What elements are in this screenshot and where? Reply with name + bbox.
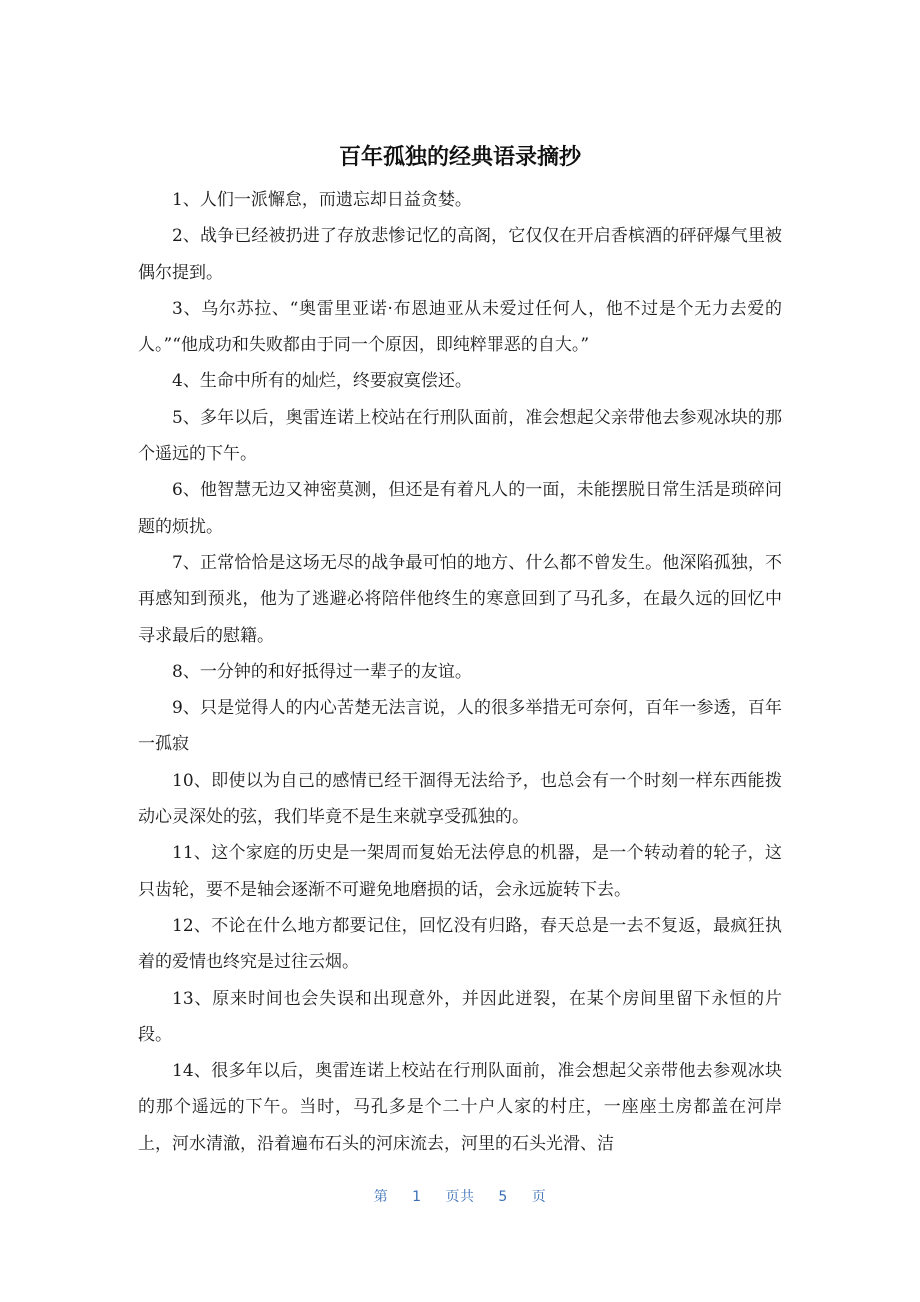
total-pages-number: 5 <box>498 1189 508 1205</box>
quote-paragraph: 5、多年以后，奥雷连诺上校站在行刑队面前，准会想起父亲带他去参观冰块的那个遥远的下午。 <box>138 407 782 465</box>
document-body <box>138 182 782 1162</box>
quote-paragraph: 7、正常恰恰是这场无尽的战争最可怕的地方、什么都不曾发生。他深陷孤独，不再感知到预兆，他为了逃避必将陪伴他终生的寒意回到了马孔多，在最久远的回忆中寻求最后的慰籍。 <box>138 552 782 646</box>
quote-paragraph: 9、只是觉得人的内心苦楚无法言说，人的很多举措无可奈何，百年一参透，百年一孤寂 <box>138 698 782 755</box>
quote-paragraph: 2、战争已经被扔进了存放悲惨记忆的高阁，它仅仅在开启香槟酒的砰砰爆气里被偶尔提到。 <box>138 226 782 283</box>
quote-paragraph: 13、原来时间也会失误和出现意外，并因此迸裂，在某个房间里留下永恒的片段。 <box>138 988 782 1045</box>
footer-prefix: 第 <box>373 1189 389 1205</box>
quote-paragraph: 1、人们一派懈怠，而遗忘却日益贪婪。 <box>172 190 472 210</box>
current-page-number: 1 <box>412 1189 422 1205</box>
quote-paragraph: 11、这个家庭的历史是一架周而复始无法停息的机器，是一个转动着的轮子，这只齿轮，要不是轴会逐渐不可避免地磨损的话，会永远旋转下去。 <box>138 843 782 900</box>
page-footer <box>0 1187 920 1207</box>
quote-paragraph: 14、很多年以后，奥雷连诺上校站在行刑队面前，准会想起父亲带他去参观冰块的那个遥远的下午。当时，马孔多是个二十户人家的村庄，一座座土房都盖在河岸上，河水清澈，沿着遍布石头的河床流去，河里的石头光滑、洁 <box>138 1061 782 1154</box>
footer-suffix: 页 <box>531 1189 547 1205</box>
quote-paragraph: 3、乌尔苏拉、“奥雷里亚诺·布恩迪亚从未爱过任何人，他不过是个无力去爱的人。”“他成功和失败都由于同一个原因，即纯粹罪恶的自大。” <box>138 298 782 356</box>
quote-paragraph: 4、生命中所有的灿烂，终要寂寞偿还。 <box>172 371 472 392</box>
quote-paragraph: 8、一分钟的和好抵得过一辈子的友谊。 <box>172 661 472 682</box>
quote-paragraph: 12、不论在什么地方都要记住，回忆没有归路，春天总是一去不复返，最疯狂执着的爱情也终究是过往云烟。 <box>138 915 782 973</box>
document-title: 百年孤独的经典语录摘抄 <box>338 145 581 170</box>
quote-paragraph: 6、他智慧无边又神密莫测，但还是有着凡人的一面，未能摆脱日常生活是琐碎问题的烦扰。 <box>138 480 782 537</box>
footer-middle: 页共 <box>445 1189 475 1205</box>
quote-paragraph: 10、即使以为自己的感情已经干涸得无法给予，也总会有一个时刻一样东西能拨动心灵深处的弦，我们毕竟不是生来就享受孤独的。 <box>138 770 782 828</box>
